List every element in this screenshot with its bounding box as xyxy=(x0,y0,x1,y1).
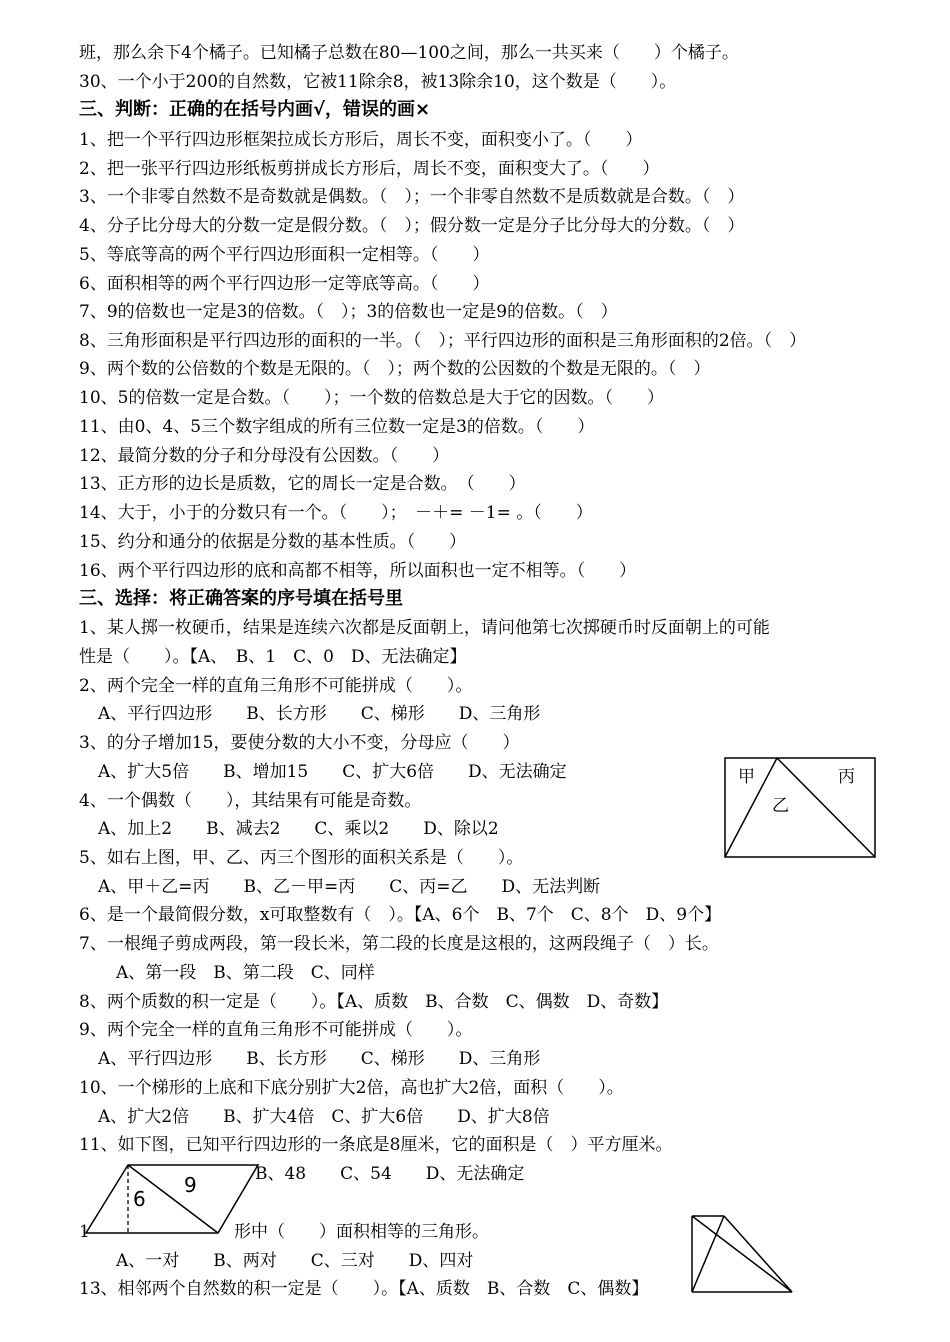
choice-line: 9、两个完全一样的直角三角形不可能拼成（ ）。 xyxy=(79,1020,473,1040)
judge-item: 12、最简分数的分子和分母没有公因数。（ ） xyxy=(79,446,450,466)
question-29-continuation: 班，那么余下4个橘子。已知橘子总数在80—100之间，那么一共买来（ ）个橘子。 xyxy=(79,43,739,63)
judge-item: 9、两个数的公倍数的个数是无限的。（ ）；两个数的公因数的个数是无限的。（ ） xyxy=(79,359,711,379)
choice-options: A、扩大2倍 B、扩大4倍 C、扩大6倍 D、扩大8倍 xyxy=(98,1107,550,1127)
judge-item: 5、等底等高的两个平行四边形面积一定相等。（ ） xyxy=(79,245,490,265)
section-heading-judge: 三、判断：正确的在括号内画√，错误的画× xyxy=(79,99,431,120)
section-heading-choice: 三、选择：将正确答案的序号填在括号里 xyxy=(79,588,403,609)
judge-item: 1、把一个平行四边形框架拉成长方形后，周长不变，面积变小了。（ ） xyxy=(79,130,643,150)
choice-line: 11、如下图，已知平行四边形的一条底是8厘米，它的面积是（ ）平方厘米。 xyxy=(79,1135,673,1155)
choice-line-fragment: 1 xyxy=(79,1222,90,1242)
choice-line: 3、的分子增加15，要使分数的大小不变，分母应（ ） xyxy=(79,733,520,753)
choice-line: 4、一个偶数（ ），其结果有可能是奇数。 xyxy=(79,791,422,811)
judge-item: 16、两个平行四边形的底和高都不相等，所以面积也一定不相等。（ ） xyxy=(79,561,637,581)
judge-item: 3、一个非零自然数不是奇数就是偶数。（ ）；一个非零自然数不是质数就是合数。（ ） xyxy=(79,187,745,207)
judge-item: 6、面积相等的两个平行四边形一定等底等高。（ ） xyxy=(79,274,490,294)
judge-item: 14、大于，小于的分数只有一个。（ ）； －＋= －1= 。（ ） xyxy=(79,503,593,523)
parallelogram-figure xyxy=(78,1160,260,1238)
choice-options: B、48 C、54 D、无法确定 xyxy=(255,1164,525,1184)
rectangle-triangles-figure xyxy=(724,757,876,858)
figure-label-jia: 甲 xyxy=(738,767,755,787)
choice-options: A、一对 B、两对 C、三对 D、四对 xyxy=(116,1251,474,1271)
choice-line: 13、相邻两个自然数的积一定是（ ）。【A、质数 B、合数 C、偶数】 xyxy=(79,1279,649,1299)
choice-line: 6、是一个最简假分数，x可取整数有（ ）。【A、6个 B、7个 C、8个 D、9个】 xyxy=(79,905,722,925)
choice-line: 8、两个质数的积一定是（ ）。【A、质数 B、合数 C、偶数 D、奇数】 xyxy=(79,992,669,1012)
choice-line: 5、如右上图，甲、乙、丙三个图形的面积关系是（ ）。 xyxy=(79,848,524,868)
choice-line: 10、一个梯形的上底和下底分别扩大2倍，高也扩大2倍，面积（ ）。 xyxy=(79,1078,624,1098)
question-30: 30、一个小于200的自然数，它被11除余8，被13除余10，这个数是（ ）。 xyxy=(79,72,677,92)
choice-options: A、加上2 B、减去2 C、乘以2 D、除以2 xyxy=(98,819,499,839)
figure-label-height: 6 xyxy=(133,1187,146,1211)
figure-label-diagonal: 9 xyxy=(184,1173,197,1197)
choice-line: 1、某人掷一枚硬币，结果是连续六次都是反面朝上，请问他第七次掷硬币时反面朝上的可能 xyxy=(79,618,770,638)
choice-options: A、平行四边形 B、长方形 C、梯形 D、三角形 xyxy=(98,1049,541,1069)
judge-item: 4、分子比分母大的分数一定是假分数。（ ）；假分数一定是分子比分母大的分数。（ ） xyxy=(79,216,745,236)
choice-line: 2、两个完全一样的直角三角形不可能拼成（ ）。 xyxy=(79,676,473,696)
judge-item: 8、三角形面积是平行四边形的面积的一半。（ ）；平行四边形的面积是三角形面积的2倍。（ ） xyxy=(79,331,807,351)
figure-label-bing: 丙 xyxy=(838,767,855,787)
choice-options: A、甲＋乙=丙 B、乙－甲=丙 C、丙=乙 D、无法判断 xyxy=(98,877,601,897)
choice-options: A、第一段 B、第二段 C、同样 xyxy=(116,963,375,983)
choice-options: A、扩大5倍 B、增加15 C、扩大6倍 D、无法确定 xyxy=(98,762,567,782)
judge-item: 10、5的倍数一定是合数。（ ）；一个数的倍数总是大于它的因数。（ ） xyxy=(79,388,664,408)
choice-line: 形中（ ）面积相等的三角形。 xyxy=(234,1222,489,1242)
choice-line: 7、一根绳子剪成两段，第一段长米，第二段的长度是这根的，这两段绳子（ ）长。 xyxy=(79,934,719,954)
choice-line: 性是（ ）。【A、 B、1 C、0 D、无法确定】 xyxy=(79,647,467,667)
judge-item: 13、正方形的边长是质数，它的周长一定是合数。 （ ） xyxy=(79,474,526,494)
judge-item: 2、把一张平行四边形纸板剪拼成长方形后，周长不变，面积变大了。（ ） xyxy=(79,159,660,179)
judge-item: 11、由0、4、5三个数字组成的所有三位数一定是3的倍数。（ ） xyxy=(79,417,595,437)
judge-item: 15、约分和通分的依据是分数的基本性质。（ ） xyxy=(79,532,467,552)
figure-label-yi: 乙 xyxy=(772,796,789,816)
triangles-figure xyxy=(684,1214,796,1294)
choice-options: A、平行四边形 B、长方形 C、梯形 D、三角形 xyxy=(98,704,541,724)
judge-item: 7、9的倍数也一定是3的倍数。（ ）；3的倍数也一定是9的倍数。（ ） xyxy=(79,302,618,322)
